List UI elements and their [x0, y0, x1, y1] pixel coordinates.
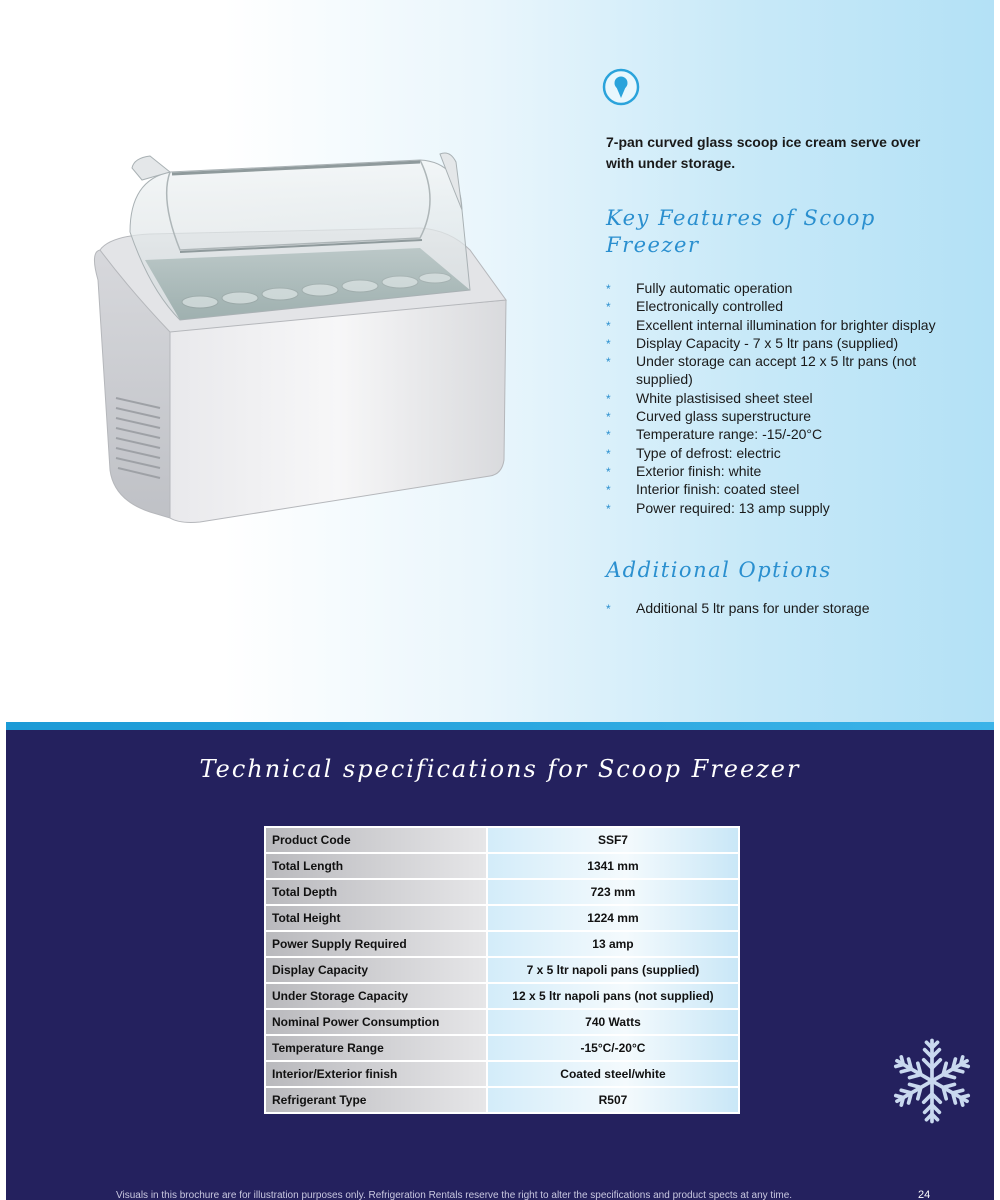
- spec-value: 7 x 5 ltr napoli pans (supplied): [487, 957, 739, 983]
- spec-label: Power Supply Required: [265, 931, 487, 957]
- brochure-page: [6, 0, 994, 1200]
- footer-disclaimer: Visuals in this brochure are for illustration purposes only. Refrigeration Rentals reserve the right to alter the specifications and product spects at any time.: [116, 1190, 793, 1200]
- key-features-list: [606, 279, 951, 517]
- feature-item: * Power required: 13 amp supply: [606, 499, 951, 517]
- table-row: [265, 853, 739, 879]
- key-features-heading: Key Features of Scoop Freezer: [606, 206, 876, 257]
- feature-item: * White plastisised sheet steel: [606, 389, 951, 407]
- spec-label: Refrigerant Type: [265, 1087, 487, 1113]
- spec-value: R507: [487, 1087, 739, 1113]
- spec-value: 12 x 5 ltr napoli pans (not supplied): [487, 983, 739, 1009]
- spec-table: [264, 826, 740, 1114]
- feature-item: * Fully automatic operation: [606, 279, 951, 297]
- table-row: [265, 1087, 739, 1113]
- table-row: [265, 879, 739, 905]
- page-number: 24: [918, 1189, 931, 1200]
- spec-label: Total Depth: [265, 879, 487, 905]
- additional-options-heading: Additional Options: [606, 558, 832, 582]
- feature-item: * Electronically controlled: [606, 297, 951, 315]
- table-row: [265, 983, 739, 1009]
- spec-value: 1341 mm: [487, 853, 739, 879]
- feature-item: * Temperature range: -15/-20°C: [606, 425, 951, 443]
- table-row: [265, 827, 739, 853]
- table-row: [265, 905, 739, 931]
- spec-label: Interior/Exterior finish: [265, 1061, 487, 1087]
- spec-value: 723 mm: [487, 879, 739, 905]
- product-intro: 7-pan curved glass scoop ice cream serve over with under storage.: [606, 134, 921, 171]
- table-row: [265, 1009, 739, 1035]
- table-row: [265, 957, 739, 983]
- ice-cream-cone-icon: [602, 68, 640, 106]
- spec-value: 13 amp: [487, 931, 739, 957]
- feature-item: * Display Capacity - 7 x 5 ltr pans (supplied): [606, 334, 951, 352]
- divider-bar: [6, 722, 994, 730]
- spec-label: Temperature Range: [265, 1035, 487, 1061]
- spec-value: -15°C/-20°C: [487, 1035, 739, 1061]
- table-row: [265, 1061, 739, 1087]
- spec-label: Total Length: [265, 853, 487, 879]
- scoop-freezer-image: [90, 140, 530, 530]
- spec-label: Total Height: [265, 905, 487, 931]
- spec-value: 1224 mm: [487, 905, 739, 931]
- table-row: [265, 931, 739, 957]
- feature-item: * Exterior finish: white: [606, 462, 951, 480]
- spec-label: Product Code: [265, 827, 487, 853]
- feature-item: * Excellent internal illumination for brighter display: [606, 316, 951, 334]
- additional-options-list: [606, 599, 951, 617]
- feature-item: * Under storage can accept 12 x 5 ltr pans (not supplied): [606, 352, 951, 389]
- feature-item: * Curved glass superstructure: [606, 407, 951, 425]
- spec-value: 740 Watts: [487, 1009, 739, 1035]
- spec-label: Nominal Power Consumption: [265, 1009, 487, 1035]
- spec-heading: Technical specifications for Scoop Freezer: [199, 755, 801, 783]
- snowflake-icon: [886, 1035, 978, 1127]
- spec-value: SSF7: [487, 827, 739, 853]
- table-row: [265, 1035, 739, 1061]
- feature-item: * Interior finish: coated steel: [606, 480, 951, 498]
- spec-value: Coated steel/white: [487, 1061, 739, 1087]
- spec-label: Display Capacity: [265, 957, 487, 983]
- spec-label: Under Storage Capacity: [265, 983, 487, 1009]
- feature-item: * Type of defrost: electric: [606, 444, 951, 462]
- option-item: * Additional 5 ltr pans for under storage: [606, 599, 951, 617]
